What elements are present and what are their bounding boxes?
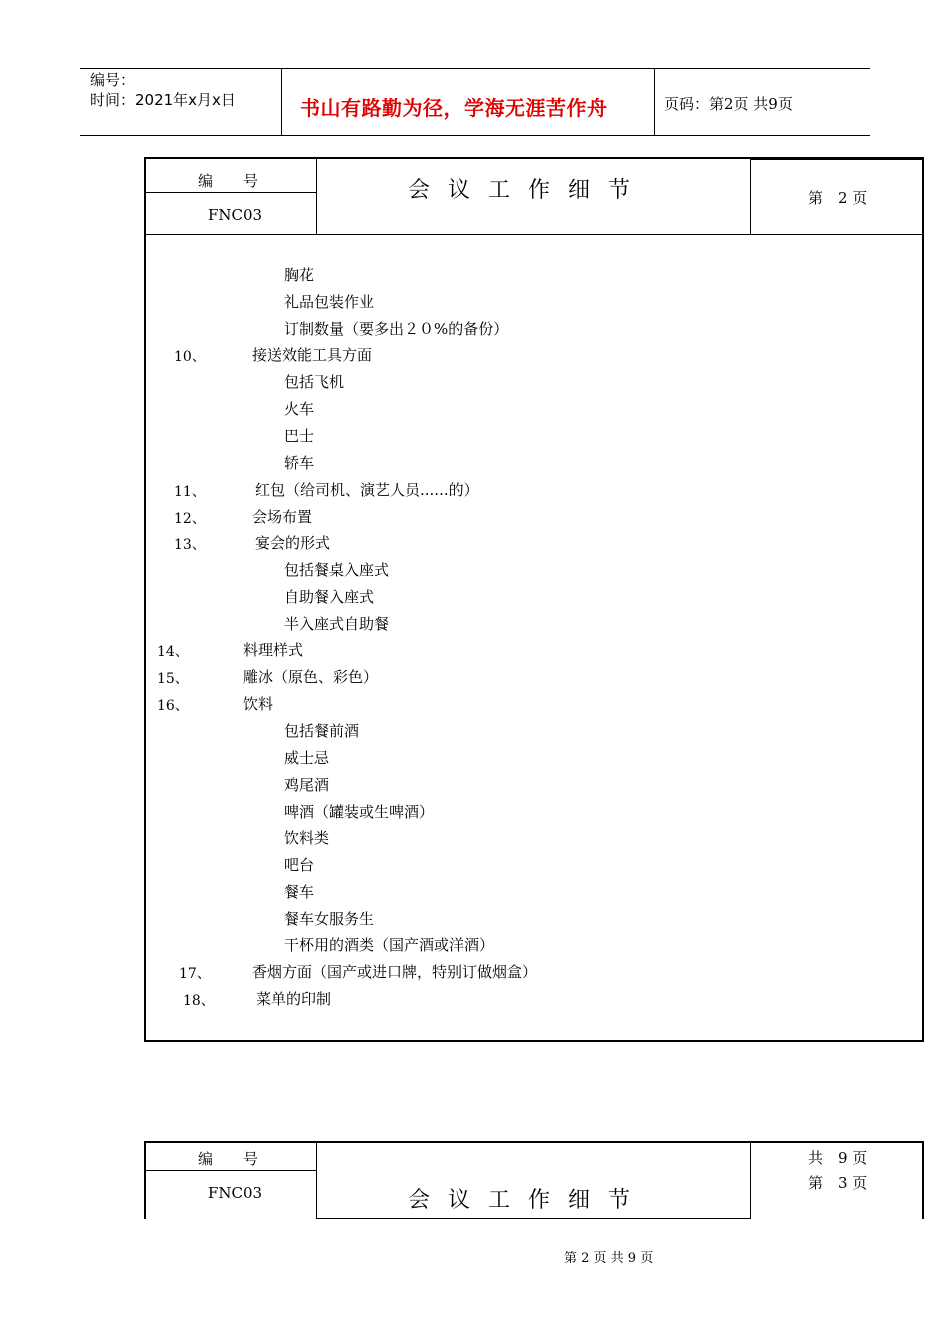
form-header-divider-right bbox=[750, 158, 751, 235]
header-date-label: 时间：2021年x月x日 bbox=[90, 91, 236, 109]
form2-divider-right bbox=[750, 1142, 751, 1219]
form2-code-value: FNC03 bbox=[208, 1184, 263, 1202]
list-item: 火车 bbox=[284, 400, 315, 418]
form-page-label: 第 2 页 bbox=[808, 189, 868, 207]
header-page-info: 页码：第2页 共9页 bbox=[664, 95, 793, 113]
list-item: 威士忌 bbox=[284, 749, 330, 767]
list-item: 自助餐入座式 bbox=[284, 588, 375, 606]
list-item: 包括餐桌入座式 bbox=[284, 561, 390, 579]
list-item: 礼品包装作业 bbox=[284, 293, 375, 311]
form-box-page-2 bbox=[144, 157, 924, 1042]
list-item: 订制数量（要多出２０%的备份） bbox=[284, 320, 509, 338]
list-item-number: 10、 bbox=[174, 349, 206, 365]
list-item: 轿车 bbox=[284, 454, 315, 472]
form2-divider-left bbox=[316, 1142, 317, 1219]
form2-title: 会议工作细节 bbox=[408, 1188, 649, 1213]
header-bottom-rule bbox=[80, 135, 870, 136]
list-item: 菜单的印制 bbox=[256, 990, 332, 1008]
list-item: 红包（给司机、演艺人员......的） bbox=[255, 481, 479, 499]
list-item: 宴会的形式 bbox=[255, 534, 331, 552]
form-page-cell-top-rule bbox=[750, 158, 922, 160]
list-item: 半入座式自助餐 bbox=[284, 615, 390, 633]
list-item-number: 17、 bbox=[179, 966, 211, 982]
form-header-divider-left bbox=[316, 158, 317, 235]
header-motto: 书山有路勤为径，学海无涯苦作舟 bbox=[300, 96, 608, 120]
list-item: 巴士 bbox=[284, 427, 315, 445]
list-item: 吧台 bbox=[284, 856, 315, 874]
form2-total-label: 共 9 页 bbox=[808, 1149, 868, 1167]
header-divider-left bbox=[281, 68, 282, 136]
list-item: 饮料类 bbox=[284, 829, 330, 847]
list-item: 鸡尾酒 bbox=[284, 776, 330, 794]
form-code-value: FNC03 bbox=[208, 206, 263, 224]
list-item: 干杯用的酒类（国产酒或洋酒） bbox=[284, 936, 495, 954]
form2-top-rule bbox=[144, 1141, 924, 1143]
header-top-rule bbox=[80, 68, 870, 69]
header-number-label: 编号： bbox=[90, 71, 136, 89]
form2-code-label: 编 号 bbox=[198, 1150, 259, 1168]
header-divider-right bbox=[654, 68, 655, 136]
form2-title-bottom-rule bbox=[316, 1218, 751, 1219]
list-item: 餐车女服务生 bbox=[284, 910, 375, 928]
list-item: 雕冰（原色、彩色） bbox=[243, 668, 379, 686]
list-item: 包括餐前酒 bbox=[284, 722, 360, 740]
form2-right-rule bbox=[922, 1141, 924, 1219]
list-item: 餐车 bbox=[284, 883, 315, 901]
list-item: 接送效能工具方面 bbox=[252, 346, 373, 364]
list-item-number: 12、 bbox=[174, 511, 206, 527]
form-header-bottom-rule bbox=[145, 234, 923, 235]
page-footer: 第 2 页 共 9 页 bbox=[564, 1251, 654, 1266]
form-title: 会议工作细节 bbox=[408, 178, 649, 203]
list-item: 包括飞机 bbox=[284, 373, 345, 391]
form2-left-rule bbox=[144, 1141, 146, 1219]
list-item-number: 13、 bbox=[174, 537, 206, 553]
form-code-label: 编 号 bbox=[198, 172, 259, 190]
list-item-number: 11、 bbox=[174, 484, 206, 500]
list-item: 胸花 bbox=[284, 266, 315, 284]
list-item: 料理样式 bbox=[243, 641, 304, 659]
list-item: 啤酒（罐装或生啤酒） bbox=[284, 803, 435, 821]
list-item-number: 14、 bbox=[157, 644, 189, 660]
list-item-number: 16、 bbox=[157, 698, 189, 714]
form2-code-cell-rule bbox=[146, 1170, 316, 1171]
form2-page-label: 第 3 页 bbox=[808, 1174, 868, 1192]
list-item: 会场布置 bbox=[252, 508, 313, 526]
list-item: 饮料 bbox=[243, 695, 274, 713]
list-item-number: 15、 bbox=[157, 671, 189, 687]
list-item: 香烟方面（国产或进口牌，特别订做烟盒） bbox=[252, 963, 538, 981]
form-code-cell-rule bbox=[146, 192, 316, 193]
list-item-number: 18、 bbox=[183, 993, 215, 1009]
